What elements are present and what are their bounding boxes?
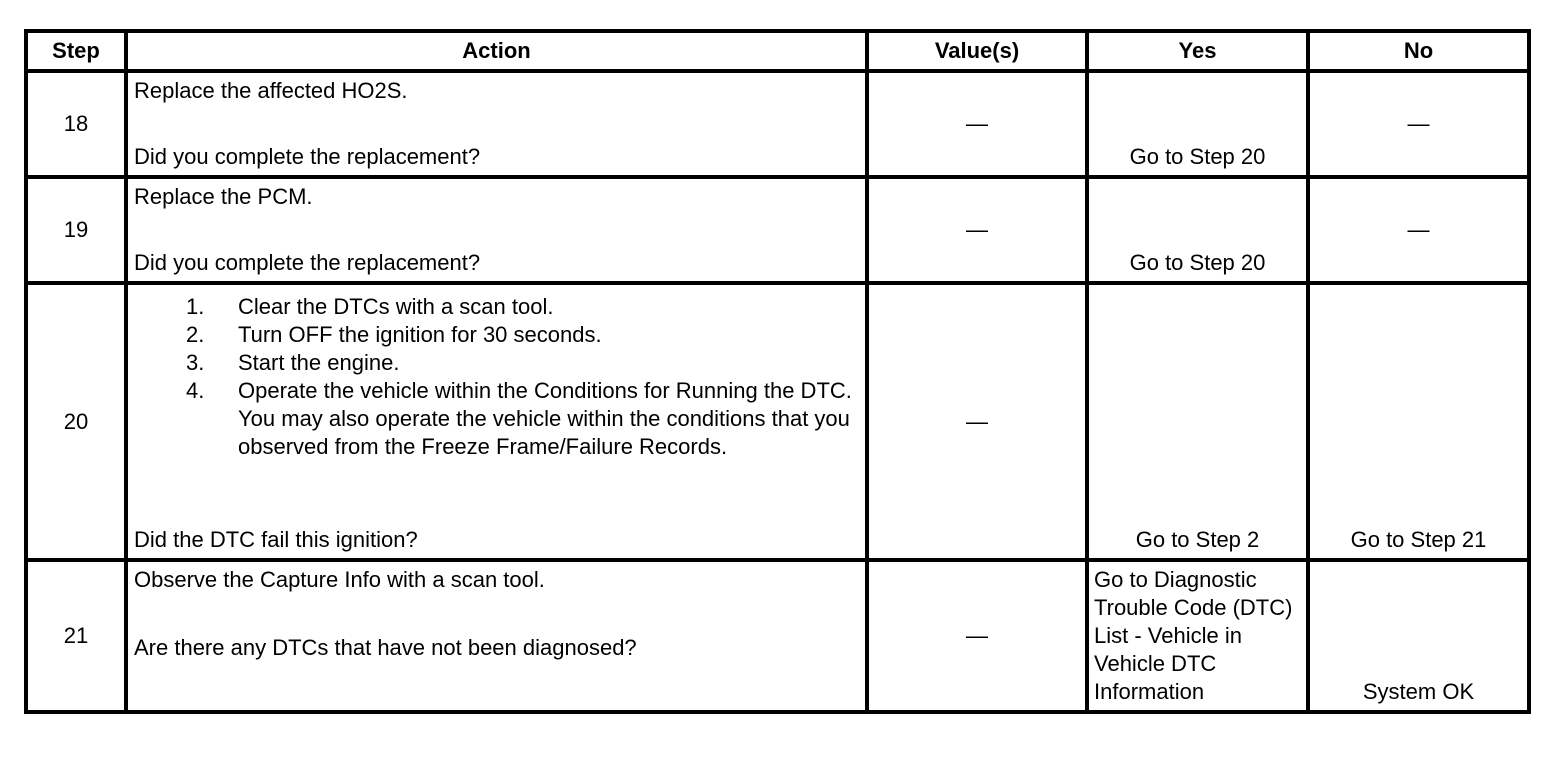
diagnostic-table <box>24 29 1531 714</box>
list-item <box>186 293 859 321</box>
action-instruction: Replace the affected HO2S. <box>134 78 408 103</box>
list-number: 4. <box>186 378 205 403</box>
list-number: 2. <box>186 322 205 347</box>
header-yes: Yes <box>1087 31 1308 71</box>
yes-cell <box>1087 177 1308 283</box>
table-row <box>26 177 1529 283</box>
no-result: Go to Step 21 <box>1350 527 1487 552</box>
list-text: Turn OFF the ignition for 30 seconds. <box>238 322 602 347</box>
header-no: No <box>1308 31 1529 71</box>
yes-result: Go to Step 20 <box>1129 144 1266 169</box>
list-text: Clear the DTCs with a scan tool. <box>238 294 554 319</box>
header-row <box>26 31 1529 71</box>
action-question: Did you complete the replacement? <box>134 144 481 169</box>
table-row <box>26 560 1529 712</box>
no-cell <box>1308 283 1529 560</box>
step-number: 20 <box>26 283 126 560</box>
step-number: 21 <box>26 560 126 712</box>
list-item <box>186 321 859 349</box>
list-item <box>186 349 859 377</box>
value-cell: — <box>867 560 1087 712</box>
step-number: 19 <box>26 177 126 283</box>
table-row <box>26 283 1529 560</box>
list-number: 1. <box>186 294 205 319</box>
header-step: Step <box>26 31 126 71</box>
value-cell: — <box>867 177 1087 283</box>
list-number: 3. <box>186 350 205 375</box>
value-cell: — <box>867 71 1087 177</box>
value-cell: — <box>867 283 1087 560</box>
table-row <box>26 71 1529 177</box>
action-question: Are there any DTCs that have not been diagnosed? <box>134 635 637 660</box>
step-number: 18 <box>26 71 126 177</box>
no-cell: — <box>1308 177 1529 283</box>
procedure-list <box>134 293 859 461</box>
no-result: System OK <box>1362 679 1475 704</box>
action-cell <box>126 283 867 560</box>
yes-result: Go to Step 2 <box>1135 527 1260 552</box>
action-question: Did the DTC fail this ignition? <box>134 527 418 552</box>
yes-cell <box>1087 283 1308 560</box>
action-cell <box>126 560 867 712</box>
header-action: Action <box>126 31 867 71</box>
yes-result: Go to Step 20 <box>1129 250 1266 275</box>
no-cell: — <box>1308 71 1529 177</box>
header-values: Value(s) <box>867 31 1087 71</box>
action-instruction: Replace the PCM. <box>134 184 313 209</box>
no-cell <box>1308 560 1529 712</box>
action-cell <box>126 71 867 177</box>
list-text: Operate the vehicle within the Conditions for Running the DTC. You may also operate the vehicle within the conditions that you observed from the Freeze Frame/Failure Records. <box>238 378 852 459</box>
list-text: Start the engine. <box>238 350 400 375</box>
action-instruction: Observe the Capture Info with a scan tool. <box>134 567 545 592</box>
yes-cell <box>1087 71 1308 177</box>
yes-cell <box>1087 560 1308 712</box>
yes-result: Go to Diagnostic Trouble Code (DTC) List - Vehicle in Vehicle DTC Information <box>1094 567 1293 704</box>
action-cell <box>126 177 867 283</box>
list-item <box>186 377 859 461</box>
action-question: Did you complete the replacement? <box>134 250 481 275</box>
